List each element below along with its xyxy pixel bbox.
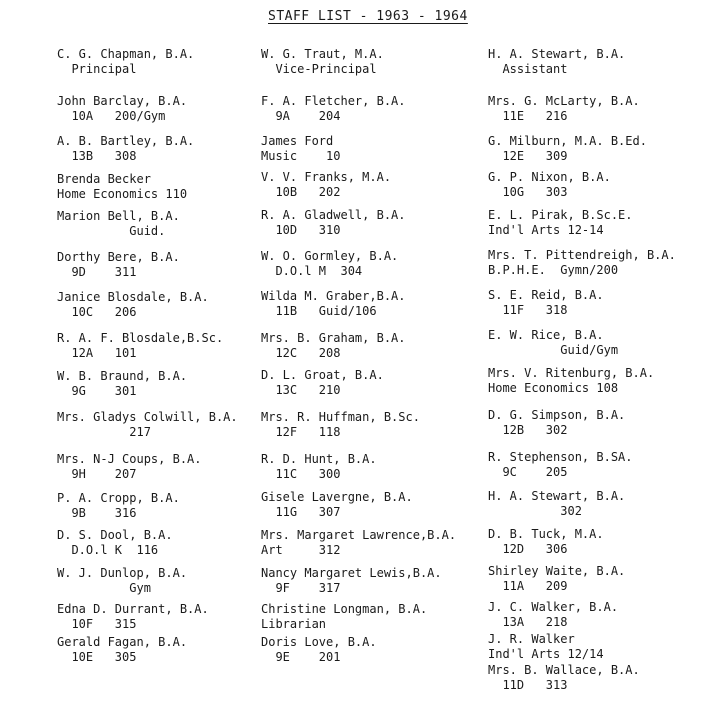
staff-entry <box>261 452 377 482</box>
staff-entry <box>261 289 406 319</box>
staff-entry <box>488 328 618 358</box>
staff-name: R. Stephenson, B.SA. <box>488 450 633 464</box>
staff-name: A. B. Bartley, B.A. <box>57 134 195 148</box>
staff-name: Mrs. B. Wallace, B.A. <box>488 663 640 677</box>
staff-name: Christine Longman, B.A. <box>261 602 428 616</box>
staff-detail: 217 <box>57 425 151 439</box>
staff-entry <box>488 527 604 557</box>
staff-name: Mrs. R. Huffman, B.Sc. <box>261 410 420 424</box>
staff-entry <box>488 288 604 318</box>
staff-entry <box>261 410 420 440</box>
staff-detail: Home Economics 110 <box>57 187 188 201</box>
staff-name: R. A. Gladwell, B.A. <box>261 208 406 222</box>
staff-entry <box>261 602 427 632</box>
staff-entry <box>57 290 209 320</box>
staff-name: E. W. Rice, B.A. <box>488 328 604 342</box>
staff-entry <box>261 528 456 558</box>
staff-entry <box>57 47 194 77</box>
staff-detail: 9D 311 <box>57 265 137 279</box>
staff-name: D. S. Dool, B.A. <box>57 528 173 542</box>
staff-detail: 10F 315 <box>57 617 137 631</box>
staff-entry <box>57 566 187 596</box>
staff-entry <box>488 248 676 278</box>
staff-detail: 12D 306 <box>488 542 568 556</box>
staff-detail: 302 <box>488 504 582 518</box>
staff-entry <box>261 94 406 124</box>
staff-name: Mrs. T. Pittendreigh, B.A. <box>488 248 676 262</box>
staff-entry <box>261 249 398 279</box>
staff-detail: 11C 300 <box>261 467 341 481</box>
staff-entry <box>57 491 180 521</box>
staff-entry <box>57 134 194 164</box>
staff-name: P. A. Cropp, B.A. <box>57 491 180 505</box>
staff-detail: 11E 216 <box>488 109 568 123</box>
staff-detail: 11B Guid/106 <box>261 304 377 318</box>
staff-detail: 11G 307 <box>261 505 341 519</box>
staff-detail: 13C 210 <box>261 383 341 397</box>
staff-entry <box>261 134 340 164</box>
staff-detail: 9A 204 <box>261 109 341 123</box>
staff-detail: D.O.l M 304 <box>261 264 363 278</box>
staff-name: G. P. Nixon, B.A. <box>488 170 611 184</box>
staff-entry <box>261 566 442 596</box>
staff-detail: Vice-Principal <box>261 62 377 76</box>
staff-name: Doris Love, B.A. <box>261 635 377 649</box>
staff-name: Mrs. N-J Coups, B.A. <box>57 452 202 466</box>
staff-entry <box>57 209 180 239</box>
staff-entry <box>261 490 413 520</box>
staff-entry <box>261 331 406 361</box>
staff-entry <box>488 663 640 693</box>
staff-detail: 12B 302 <box>488 423 568 437</box>
staff-detail: 10G 303 <box>488 185 568 199</box>
staff-entry <box>488 632 604 662</box>
staff-detail: 9H 207 <box>57 467 137 481</box>
staff-detail: 11F 318 <box>488 303 568 317</box>
staff-name: G. Milburn, M.A. B.Ed. <box>488 134 647 148</box>
staff-detail: 13B 308 <box>57 149 137 163</box>
staff-name: R. A. F. Blosdale,B.Sc. <box>57 331 224 345</box>
staff-entry <box>488 94 640 124</box>
staff-entry <box>57 172 187 202</box>
staff-detail: 12C 208 <box>261 346 341 360</box>
staff-name: W. G. Traut, M.A. <box>261 47 384 61</box>
staff-name: H. A. Stewart, B.A. <box>488 489 626 503</box>
staff-detail: 10C 206 <box>57 305 137 319</box>
staff-detail: Gym <box>57 581 151 595</box>
staff-detail: 13A 218 <box>488 615 568 629</box>
staff-entry <box>57 250 180 280</box>
staff-name: Gisele Lavergne, B.A. <box>261 490 413 504</box>
staff-entry <box>261 368 384 398</box>
staff-name: James Ford <box>261 134 334 148</box>
staff-entry <box>488 47 625 77</box>
staff-entry <box>261 47 384 77</box>
staff-detail: Guid. <box>57 224 166 238</box>
staff-detail: Principal <box>57 62 137 76</box>
staff-detail: 10B 202 <box>261 185 341 199</box>
staff-name: Mrs. Gladys Colwill, B.A. <box>57 410 238 424</box>
staff-detail: Home Economics 108 <box>488 381 619 395</box>
staff-name: Brenda Becker <box>57 172 151 186</box>
staff-entry <box>57 528 173 558</box>
staff-detail: 10A 200/Gym <box>57 109 166 123</box>
staff-detail: 9G 301 <box>57 384 137 398</box>
staff-name: W. J. Dunlop, B.A. <box>57 566 188 580</box>
staff-entry <box>488 600 618 630</box>
staff-entry <box>57 452 202 482</box>
staff-name: R. D. Hunt, B.A. <box>261 452 377 466</box>
staff-entry <box>488 450 633 480</box>
staff-detail: Guid/Gym <box>488 343 619 357</box>
staff-entry <box>57 369 187 399</box>
staff-name: Edna D. Durrant, B.A. <box>57 602 209 616</box>
staff-entry <box>488 489 625 519</box>
staff-detail: Art 312 <box>261 543 341 557</box>
staff-name: J. R. Walker <box>488 632 575 646</box>
staff-entry <box>57 331 223 361</box>
staff-name: D. G. Simpson, B.A. <box>488 408 626 422</box>
staff-detail: 10D 310 <box>261 223 341 237</box>
staff-name: F. A. Fletcher, B.A. <box>261 94 406 108</box>
staff-name: Dorthy Bere, B.A. <box>57 250 180 264</box>
staff-name: D. B. Tuck, M.A. <box>488 527 604 541</box>
staff-name: Mrs. B. Graham, B.A. <box>261 331 406 345</box>
staff-detail: 11D 313 <box>488 678 568 692</box>
staff-detail: 9B 316 <box>57 506 137 520</box>
staff-detail: D.O.l K 116 <box>57 543 159 557</box>
staff-detail: 9F 317 <box>261 581 341 595</box>
staff-entry <box>57 94 187 124</box>
staff-name: S. E. Reid, B.A. <box>488 288 604 302</box>
staff-name: E. L. Pirak, B.Sc.E. <box>488 208 633 222</box>
staff-detail: Assistant <box>488 62 568 76</box>
staff-name: W. O. Gormley, B.A. <box>261 249 399 263</box>
staff-name: Mrs. V. Ritenburg, B.A. <box>488 366 655 380</box>
staff-detail: Librarian <box>261 617 327 631</box>
staff-name: Shirley Waite, B.A. <box>488 564 626 578</box>
staff-detail: 12F 118 <box>261 425 341 439</box>
staff-detail: B.P.H.E. Gymn/200 <box>488 263 619 277</box>
staff-entry <box>57 410 238 440</box>
staff-entry <box>488 366 654 396</box>
staff-detail: Ind'l Arts 12-14 <box>488 223 604 237</box>
staff-name: C. G. Chapman, B.A. <box>57 47 195 61</box>
staff-detail: Music 10 <box>261 149 341 163</box>
staff-name: Gerald Fagan, B.A. <box>57 635 188 649</box>
staff-name: W. B. Braund, B.A. <box>57 369 188 383</box>
staff-entry <box>488 170 611 200</box>
page-title: STAFF LIST - 1963 - 1964 <box>268 9 468 24</box>
staff-name: D. L. Groat, B.A. <box>261 368 384 382</box>
staff-detail: 11A 209 <box>488 579 568 593</box>
staff-detail: 9E 201 <box>261 650 341 664</box>
staff-detail: 9C 205 <box>488 465 568 479</box>
staff-name: Mrs. Margaret Lawrence,B.A. <box>261 528 457 542</box>
staff-name: H. A. Stewart, B.A. <box>488 47 626 61</box>
staff-entry <box>57 602 209 632</box>
staff-name: V. V. Franks, M.A. <box>261 170 392 184</box>
staff-entry <box>261 208 406 238</box>
staff-name: Mrs. G. McLarty, B.A. <box>488 94 640 108</box>
staff-entry <box>488 408 625 438</box>
staff-detail: 10E 305 <box>57 650 137 664</box>
staff-detail: 12A 101 <box>57 346 137 360</box>
staff-entry <box>488 208 633 238</box>
staff-name: J. C. Walker, B.A. <box>488 600 619 614</box>
staff-entry <box>261 635 377 665</box>
staff-name: Nancy Margaret Lewis,B.A. <box>261 566 442 580</box>
staff-entry <box>488 134 647 164</box>
staff-name: John Barclay, B.A. <box>57 94 188 108</box>
staff-entry <box>57 635 187 665</box>
staff-detail: Ind'l Arts 12/14 <box>488 647 604 661</box>
staff-name: Marion Bell, B.A. <box>57 209 180 223</box>
staff-name: Wilda M. Graber,B.A. <box>261 289 406 303</box>
staff-detail: 12E 309 <box>488 149 568 163</box>
staff-name: Janice Blosdale, B.A. <box>57 290 209 304</box>
staff-entry <box>488 564 625 594</box>
staff-entry <box>261 170 391 200</box>
